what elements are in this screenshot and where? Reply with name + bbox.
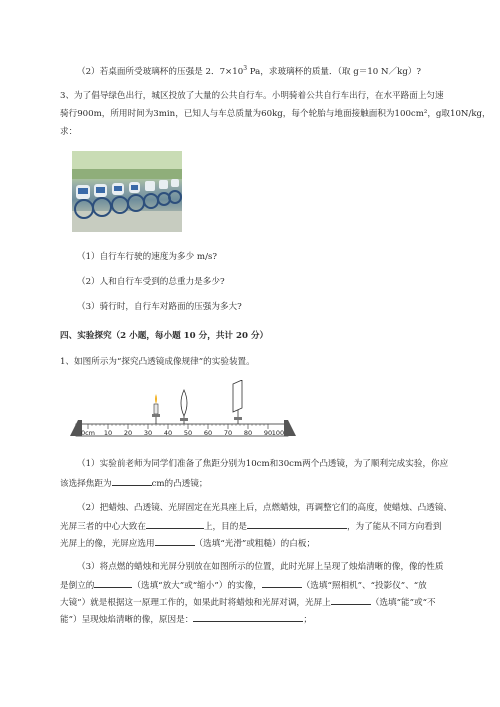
q4-1-p2-text-e: （选填“光滑”或粗糙）的白板； — [194, 539, 316, 549]
q4-1-p3-line1: （3）将点燃的蜡烛和光屏分别放在如图所示的位置，此时光屏上呈现了烛焰清晰的像，像的性质 — [77, 562, 444, 572]
q4-1-p3-line3 — [60, 595, 436, 609]
q4-1-p2-text-c: ，为了能从不同方向看到 — [346, 522, 442, 532]
ruler-tick-label: 20 — [123, 429, 133, 437]
bicycle-rack-illustration — [72, 151, 182, 232]
ruler-tick-label: 80 — [243, 429, 253, 437]
light-screen-icon — [233, 380, 242, 424]
q4-1-p1-text-a: 该选择焦距为 — [60, 479, 112, 489]
answer-blank-reason[interactable] — [193, 612, 303, 622]
ruler-tick-label: 90 — [263, 429, 273, 437]
q4-1-p2-line3 — [60, 536, 315, 550]
q3-line1: 3、为了倡导绿色出行，城区投放了大量的公共自行车。小明骑着公共自行车出行，在水平路面上匀速 — [60, 91, 444, 101]
optical-bench-diagram — [70, 380, 296, 442]
ruler-tick-label: 40 — [163, 429, 173, 437]
ruler-tick-label: 10 — [103, 429, 113, 437]
answer-blank-same-height[interactable] — [146, 519, 204, 529]
q4-1-p3-text-c: （选填“照相机”、“投影仪”、“放 — [301, 581, 427, 591]
ruler-tick-label: 100 — [271, 429, 285, 437]
q2-text — [77, 63, 421, 78]
answer-blank-screen-type[interactable] — [155, 536, 195, 546]
q3-sub3: （3）骑行时，自行车对路面的压强为多大? — [77, 302, 242, 312]
q2-exponent: 3 — [243, 65, 248, 72]
q4-1-p1-line1: （1）实验前老师为同学们准备了焦距分别为10cm和30cm两个凸透镜，为了顺利完成实验，你应 — [77, 459, 449, 469]
q4-1-intro: 1、如图所示为“探究凸透镜成像规律”的实验装置。 — [60, 357, 255, 367]
section-4-title: 四、实验探究（2 小题，每小题 10 分，共计 20 分） — [60, 331, 269, 341]
answer-blank-image-size[interactable] — [94, 578, 132, 588]
q4-1-p3-text-g: ； — [303, 615, 312, 625]
q4-1-p3-line2 — [60, 578, 427, 592]
ruler-tick-label: 60 — [203, 429, 213, 437]
ruler-tick-label: 50 — [183, 429, 193, 437]
q2-text-b: Pa，求玻璃杯的质量．（取 g＝10 N／kg）? — [247, 66, 422, 77]
q4-1-p3-text-a: 是倒立的 — [60, 581, 95, 591]
ruler-unit-label: 0cm — [80, 429, 96, 437]
answer-blank-focal-length[interactable] — [112, 476, 152, 486]
candle-icon — [152, 394, 160, 424]
answer-blank-purpose[interactable] — [247, 519, 347, 529]
q4-1-p3-text-f: 能”）呈现烛焰清晰的像，原因是： — [60, 615, 194, 625]
answer-blank-device[interactable] — [262, 578, 302, 588]
q4-1-p2-line2 — [60, 519, 441, 533]
convex-lens-icon — [180, 390, 188, 424]
q4-1-p3-text-d: 大镜”）就是根据这一原理工作的，如果此时将蜡烛和光屏对调，光屏上 — [60, 598, 331, 608]
ruler-tick-label: 30 — [143, 429, 153, 437]
right-bench-support — [284, 420, 296, 436]
q4-1-p3-text-e: （选填“能”或“不 — [370, 598, 436, 608]
answer-blank-can-show[interactable] — [331, 595, 371, 605]
ruler-tick-label: 70 — [223, 429, 233, 437]
q4-1-p2-text-a: 光屏三者的中心大致在 — [60, 522, 146, 532]
q2-text-a: （2）若桌面所受玻璃杯的压强是 2．7×10 — [77, 66, 244, 77]
q3-line3: 求： — [60, 127, 78, 137]
q4-1-p1-text-b: cm的凸透镜； — [151, 479, 208, 489]
q3-line2: 骑行900m，所用时间为3min，已知人与车总质量为60kg，每个轮胎与地面接触面积为100cm²，g取10N/kg， — [60, 109, 491, 119]
q4-1-p3-text-b: （选填“放大”或“缩小”）的实像， — [132, 581, 262, 591]
bicycle-photo — [72, 151, 182, 232]
q4-1-p2-text-d: 光屏上的像，光屏应选用 — [60, 539, 155, 549]
q4-1-p3-line4 — [60, 612, 312, 626]
q3-sub2: （2）人和自行车受到的总重力是多少? — [77, 277, 225, 287]
q3-sub1: （1）自行车行驶的速度为多少 m/s? — [77, 252, 217, 262]
q4-1-p2-line1: （2）把蜡烛、凸透镜、光屏固定在光具座上后，点燃蜡烛，再调整它们的高度，使蜡烛、凸透镜、 — [77, 503, 453, 513]
q4-1-p2-text-b: 上，目的是 — [203, 522, 247, 532]
q4-1-p1-line2 — [60, 476, 208, 490]
